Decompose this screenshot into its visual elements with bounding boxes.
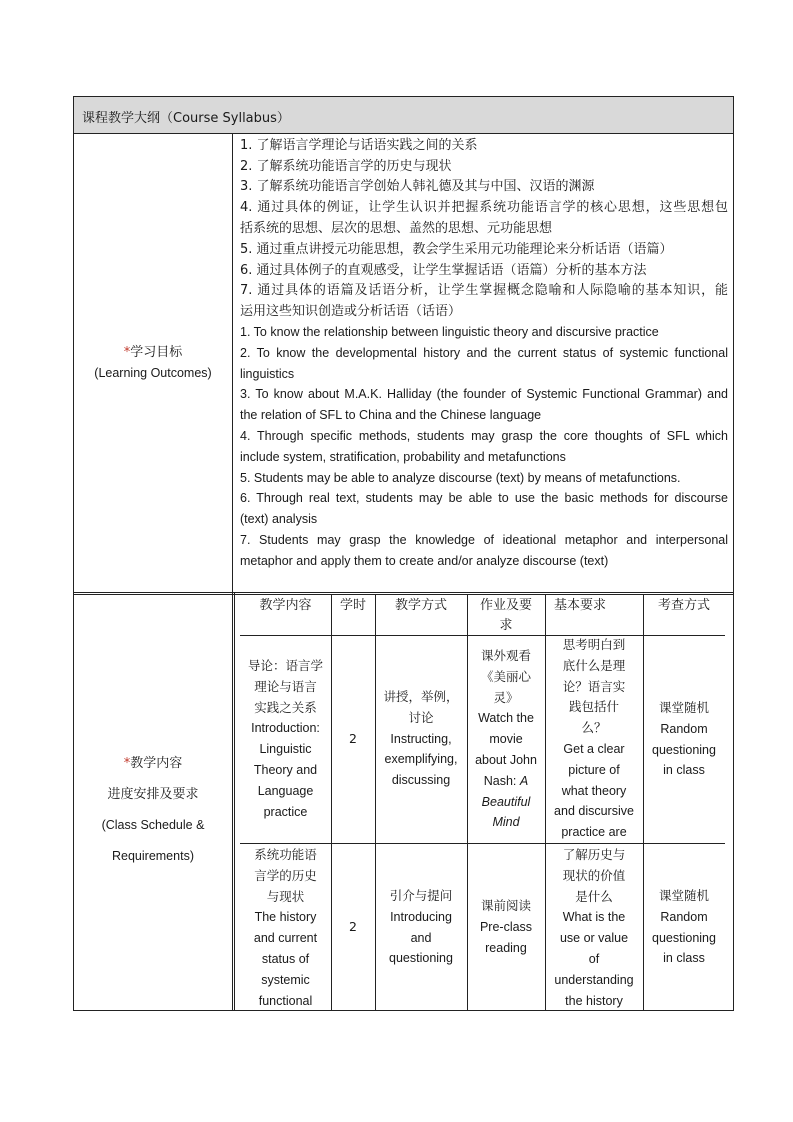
objective-line: 3. 了解系统功能语言学创始人韩礼德及其与中国、汉语的渊源 — [240, 179, 595, 194]
objective-line: 4. 通过具体的例证，让学生认识并把握系统功能语言学的核心思想，这些思想包 — [240, 200, 728, 215]
objectives-label — [74, 342, 232, 384]
row-2-method: 引介与提问 Introducing and questioning — [389, 888, 453, 966]
objective-line: 3. To know about M.A.K. Halliday (the founder of Systemic Functional Grammar) and — [240, 387, 728, 401]
objective-line: (text) analysis — [240, 512, 318, 526]
objective-line: include system, stratification, probability and metafunctions — [240, 450, 566, 464]
label-column-divider — [232, 134, 233, 1011]
movie-title-part: A — [519, 773, 529, 788]
table-bottom-border — [73, 1010, 734, 1011]
objective-line: 7. 通过具体的语篇及话语分析，让学生掌握概念隐喻和人际隐喻的基本知识，能 — [240, 283, 728, 298]
objective-line: 6. 通过具体例子的直观感受，让学生掌握话语（语篇）分析的基本方法 — [240, 263, 647, 278]
row-1-method: 讲授，举例， 讨论 Instructing, exemplifying, discussing — [383, 689, 459, 788]
table-left-border — [73, 134, 74, 1011]
objective-line: linguistics — [240, 367, 295, 381]
row-2-hours: 2 — [349, 919, 357, 934]
col-header-method: 教学方式 — [394, 598, 447, 613]
objective-line: 1. 了解语言学理论与话语实践之间的关系 — [240, 138, 478, 153]
objectives-label-en: (Learning Outcomes) — [94, 366, 212, 380]
syllabus-title: 课程教学大纲（Course Syllabus） — [82, 111, 290, 126]
row-2-content: 系统功能语 言学的历史 与现状 The history and current status of systemic functional — [253, 847, 318, 1008]
schedule-label-line-1: *教学内容 — [123, 756, 183, 771]
required-mark: * — [123, 756, 131, 771]
objective-line: the relation of SFL to China and the Chinese language — [240, 408, 542, 422]
objectives-bottom-border-2 — [73, 594, 734, 595]
col-header-requirement: 基本要求 — [554, 598, 607, 613]
col-header-hours: 学时 — [339, 598, 366, 613]
schedule-col-line — [331, 594, 332, 1010]
col-header-content: 教学内容 — [259, 598, 312, 613]
schedule-label-line-4: Requirements) — [112, 849, 194, 863]
required-mark: * — [123, 345, 131, 360]
objective-line: 4. Through specific methods, students may grasp the core thoughts of SFL which — [240, 429, 728, 443]
objectives-label-zh: *学习目标 — [123, 345, 183, 360]
schedule-label-line-3: (Class Schedule & — [101, 818, 205, 832]
movie-title-part: Beautiful — [481, 794, 531, 809]
objective-line: 括系统的思想、层次的思想、盖然的思想、元功能思想 — [240, 221, 553, 236]
schedule-row-divider — [240, 843, 725, 844]
objective-line: 1. To know the relationship between linguistic theory and discursive practice — [240, 325, 659, 339]
col-header-assessment: 考查方式 — [657, 598, 710, 613]
row-2-homework: 课前阅读 Pre-class reading — [479, 898, 533, 955]
objective-line: 5. 通过重点讲授元功能思想，教会学生采用元功能理论来分析话语（语篇） — [240, 242, 673, 257]
objective-line: 7. Students may grasp the knowledge of ideational metaphor and interpersonal — [240, 533, 728, 547]
schedule-label-line-2: 进度安排及要求 — [107, 787, 199, 802]
objective-line: 2. 了解系统功能语言学的历史与现状 — [240, 159, 452, 174]
row-1-assessment: 课堂随机 Random questioning in class — [652, 700, 716, 778]
movie-title-part: Mind — [492, 815, 520, 830]
objective-line: 6. Through real text, students may be able to use the basic methods for discourse — [240, 491, 728, 505]
label-column-divider-inner — [234, 593, 235, 1011]
table-right-border — [733, 134, 734, 1011]
row-1-content: 导论：语言学 理论与语言 实践之关系 Introduction: Linguistic Theory and Language practice — [247, 658, 323, 819]
syllabus-header — [73, 96, 734, 134]
objective-line: 2. To know the developmental history and the current status of systemic functional — [240, 346, 728, 360]
row-1-requirement: 思考明白到 底什么是理 论？语言实 践包括什 么？ Get a clear picture of what theory and discursive practice are — [554, 637, 634, 840]
row-2-assessment: 课堂随机 Random questioning in class — [652, 888, 716, 966]
col-header-homework — [467, 596, 545, 636]
objective-line: metaphor and apply them to create and/or analyze discourse (text) — [240, 554, 609, 568]
col-header-homework-line-2: 求 — [499, 618, 513, 633]
row-1-hours: 2 — [349, 731, 357, 746]
row-2-requirement: 了解历史与 现状的价值 是什么 What is the use or value of understanding the history — [554, 847, 634, 1008]
col-header-homework-line-1: 作业及要 — [479, 598, 532, 613]
objective-line: 5. Students may be able to analyze discourse (text) by means of metafunctions. — [240, 471, 681, 485]
objective-line: 运用这些知识创造或分析话语（话语） — [240, 304, 462, 319]
schedule-label — [74, 748, 232, 872]
objectives-bottom-border — [73, 592, 734, 593]
row-1-homework: 课外观看 《美丽心 灵》 Watch the movie about John Nash: A Beautiful Mind — [467, 646, 545, 834]
